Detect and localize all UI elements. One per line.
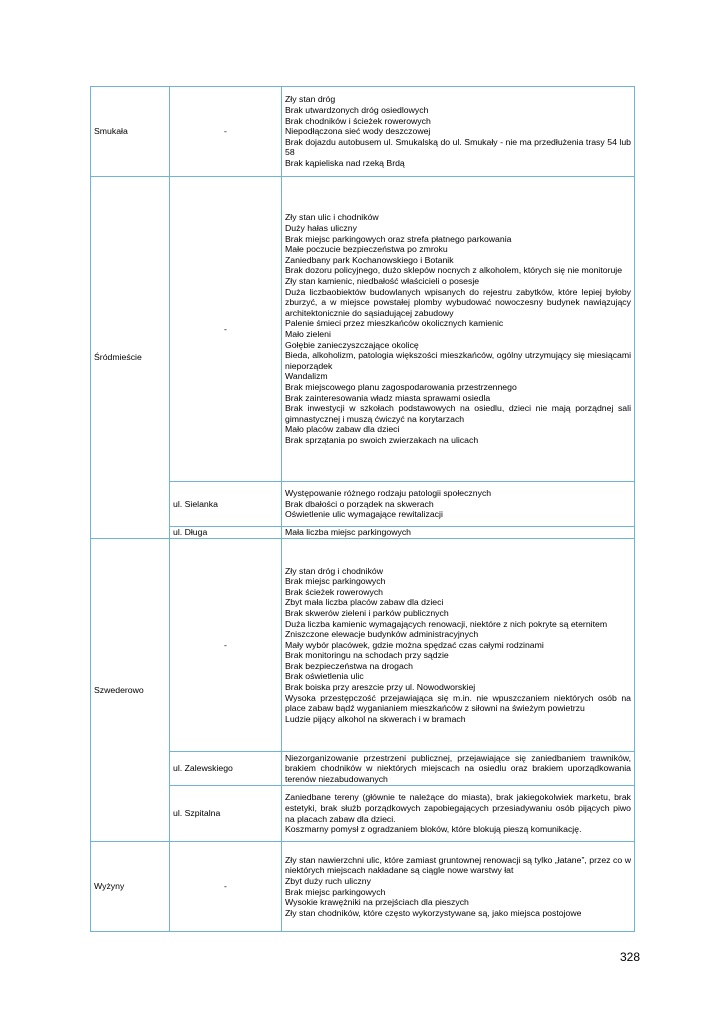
issue-line: Palenie śmieci przez mieszkańców okolicznych kamienic [285,318,504,329]
issue-line: Niepodłączona sieć wody deszczowej [285,126,431,137]
table-row [91,842,635,932]
issue-line: Zniszczone elewacje budynków administracyjnych [285,629,479,640]
issue-line: Brak sprzątania po swoich zwierzakach na ulicach [285,434,479,445]
issue-line: Brak miejsc parkingowych oraz strefa płatnego parkowania [285,233,512,244]
issue-line: Brak dbałości o porządek na skwerach [285,498,434,509]
district-cell: Smukała [91,87,170,177]
issue-line: Brak kąpieliska nad rzeką Brdą [285,157,405,168]
street-cell: - [170,842,282,932]
issue-line: Brak monitoringu na schodach przy sądzie [285,650,449,661]
table-row [91,527,635,539]
district-cell: Wyżyny [91,842,170,932]
issue-line: Brak boiska przy areszcie przy ul. Nowodworskiej [285,682,476,693]
street-cell: ul. Sielanka [170,482,282,527]
issues-cell [282,842,635,932]
issue-line: Oświetlenie ulic wymagające rewitalizacji [285,509,443,520]
issue-line: Wysokie krawężniki na przejściach dla pieszych [285,897,469,908]
issue-line: Brak miejsc parkingowych [285,886,386,897]
issue-line: Brak miejscowego planu zagospodarowania przestrzennego [285,381,517,392]
issue-line: Brak oświetlenia ulic [285,671,364,682]
issue-line: Duży hałas uliczny [285,223,357,234]
issue-line: Brak miejsc parkingowych [285,576,386,587]
issue-line: Gołębie zanieczyszczające okolicę [285,339,419,350]
issue-line: Brak ścieżek rowerowych [285,586,384,597]
issue-line: Zły stan chodników, które często wykorzystywane są, jako miejsca postojowe [285,907,582,918]
issue-line: Bieda, alkoholizm, patologia większości mieszkańców, ogólny utrzymujący się miesiącami nieporządek [285,350,631,371]
issue-line: Brak inwestycji w szkołach podstawowych na osiedlu, dzieci nie mają porządnej sali gimnastycznej i muszą ćwiczyć na korytarzach [285,403,631,424]
issues-cell [282,482,635,527]
issue-line: Wandalizm [285,371,328,382]
issue-line: Brak chodników i ścieżek rowerowych [285,115,431,126]
issue-line: Ludzie pijący alkohol na skwerach i w bramach [285,713,466,724]
table-row [91,177,635,482]
issue-line: Zaniedbany park Kochanowskiego i Botanik [285,254,454,265]
issues-cell [282,527,635,539]
issue-line: Małe poczucie bezpieczeństwa po zmroku [285,244,448,255]
issue-line: Brak utwardzonych dróg osiedlowych [285,105,429,116]
issue-line: Brak dozoru policyjnego, dużo sklepów nocnych z alkoholem, których się nie monitoruje [285,265,623,276]
issue-line: Zły stan nawierzchni ulic, które zamiast gruntownej renowacji są tylko „łatane”, przez co w niektórych miejscach nakładane są ciągle nowe warstwy łat [285,854,631,876]
issue-line: Zbyt duży ruch uliczny [285,875,371,886]
issue-line: Mały wybór placówek, gdzie można spędzać czas całymi rodzinami [285,639,544,650]
issue-line: Koszmarny pomysł z ogradzaniem bloków, które blokują pieszą komunikację. [285,824,582,835]
issue-line: Brak skwerów zieleni i parków publicznych [285,607,449,618]
table-row [91,752,635,786]
issues-cell [282,87,635,177]
issue-line: Zbyt mała liczba placów zabaw dla dzieci [285,597,444,608]
table-row [91,786,635,842]
district-cell: Szwederowo [91,539,170,842]
issue-line: Wysoka przestępczość przejawiająca się m.in. nie wpuszczaniem niektórych osób na place zabaw bądź wyganianiem mieszkańców z siłowni na świeżym powietrzu [285,692,631,714]
issue-line: Mało placów zabaw dla dzieci [285,424,400,435]
issues-cell [282,786,635,842]
issue-line: Zły stan kamienic, niedbałość właścicieli o posesje [285,276,480,287]
issue-line: Zły stan dróg [285,94,336,105]
issue-line: Mała liczba miejsc parkingowych [285,527,412,538]
issue-line: Zły stan ulic i chodników [285,212,379,223]
issues-cell [282,752,635,786]
street-cell: - [170,87,282,177]
issue-line: Niezorganizowanie przestrzeni publicznej, przejawiające się zaniedbaniem trawników, brakiem chodników w niektórych miejscach na osiedlu oraz brakiem uporządkowania terenów niezabudowanych [285,752,631,784]
issue-line: Brak bezpieczeństwa na drogach [285,660,413,671]
issue-line: Duża liczbaobiektów budowlanych wpisanych do rejestru zabytków, które lepiej byłoby zburzyć, a w miejsce powstałej plomby wybudować nowoczesny budynek nawiązujący architektonicznie do sąsiadującej zabudowy [285,286,631,318]
issue-line: Brak zainteresowania władz miasta sprawami osiedla [285,392,491,403]
issue-line: Brak dojazdu autobusem ul. Smukalską do ul. Smukały - nie ma przedłużenia trasy 54 lub 58 [285,136,631,158]
street-cell: ul. Długa [170,527,282,539]
table-row [91,482,635,527]
issue-line: Zły stan dróg i chodników [285,565,384,576]
page-number: 328 [619,950,640,964]
street-cell: ul. Zalewskiego [170,752,282,786]
street-cell: - [170,177,282,482]
issues-cell [282,539,635,752]
street-cell: - [170,539,282,752]
table-row [91,87,635,177]
issue-line: Zaniedbane tereny (głównie te należące do miasta), brak jakiegokolwiek marketu, brak estetyki, brak służb porządkowych zapobiegających przesiadywaniu osób pijących piwo na placach zabaw dla dzieci. [285,792,631,824]
issues-cell [282,177,635,482]
issue-line: Mało zieleni [285,329,331,339]
issue-line: Duża liczba kamienic wymagających renowacji, niektóre z nich pokryte są eternitem [285,618,608,629]
street-cell: ul. Szpitalna [170,786,282,842]
district-cell: Śródmieście [91,177,170,539]
issue-line: Występowanie różnego rodzaju patologii społecznych [285,488,492,499]
table-row [91,539,635,752]
problems-table [90,86,635,932]
